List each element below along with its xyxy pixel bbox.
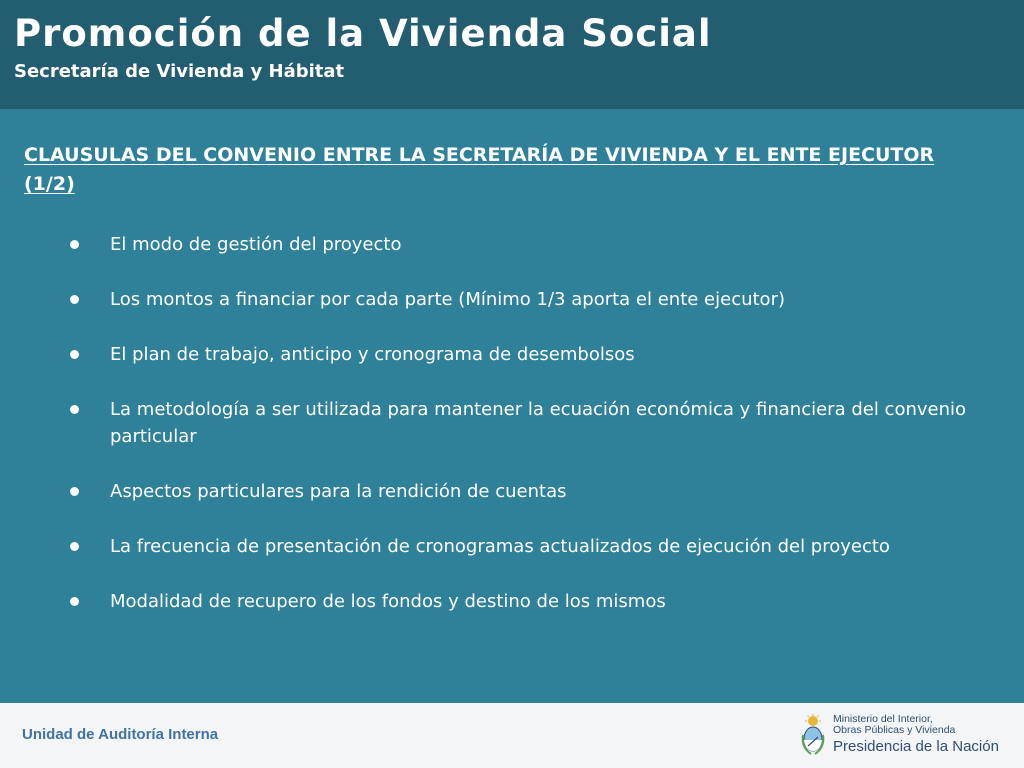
- argentina-coat-of-arms-icon: [800, 713, 826, 755]
- footer-unit-label: Unidad de Auditoría Interna: [22, 726, 219, 743]
- list-item: [70, 286, 990, 313]
- bullet-icon: [70, 295, 79, 304]
- page-title: Promoción de la Vivienda Social: [14, 12, 712, 55]
- list-item: [70, 341, 990, 368]
- list-item: [70, 396, 990, 450]
- bullet-list: [70, 231, 990, 643]
- list-item-text: La frecuencia de presentación de cronogramas actualizados de ejecución del proyecto: [110, 536, 890, 557]
- bullet-icon: [70, 542, 79, 551]
- section-title: CLAUSULAS DEL CONVENIO ENTRE LA SECRETARÍA DE VIVIENDA Y EL ENTE EJECUTOR (1/2): [24, 144, 935, 195]
- bullet-icon: [70, 487, 79, 496]
- list-item-text: La metodología a ser utilizada para mantener la ecuación económica y financiera del convenio particular: [110, 399, 967, 447]
- list-item: [70, 231, 990, 258]
- page-subtitle: Secretaría de Vivienda y Hábitat: [14, 61, 345, 82]
- bullet-icon: [70, 240, 79, 249]
- footer-bar: [0, 703, 1024, 768]
- bullet-icon: [70, 405, 79, 414]
- header-bar: [0, 0, 1024, 109]
- list-item-text: El plan de trabajo, anticipo y cronograma de desembolsos: [110, 344, 635, 365]
- ministry-line-1: Ministerio del Interior,: [833, 713, 933, 725]
- list-item: [70, 478, 990, 505]
- list-item-text: El modo de gestión del proyecto: [110, 234, 402, 255]
- ministry-line-2: Obras Públicas y Vivienda: [833, 724, 956, 736]
- bullet-icon: [70, 597, 79, 606]
- list-item-text: Los montos a financiar por cada parte (Mínimo 1/3 aporta el ente ejecutor): [110, 289, 785, 310]
- list-item: [70, 533, 990, 560]
- list-item-text: Modalidad de recupero de los fondos y destino de los mismos: [110, 591, 666, 612]
- list-item: [70, 588, 990, 615]
- slide-content: [0, 109, 1024, 703]
- ministry-logo-text: [833, 714, 999, 756]
- bullet-icon: [70, 350, 79, 359]
- presidency-label: Presidencia de la Nación: [833, 738, 999, 755]
- list-item-text: Aspectos particulares para la rendición de cuentas: [110, 481, 567, 502]
